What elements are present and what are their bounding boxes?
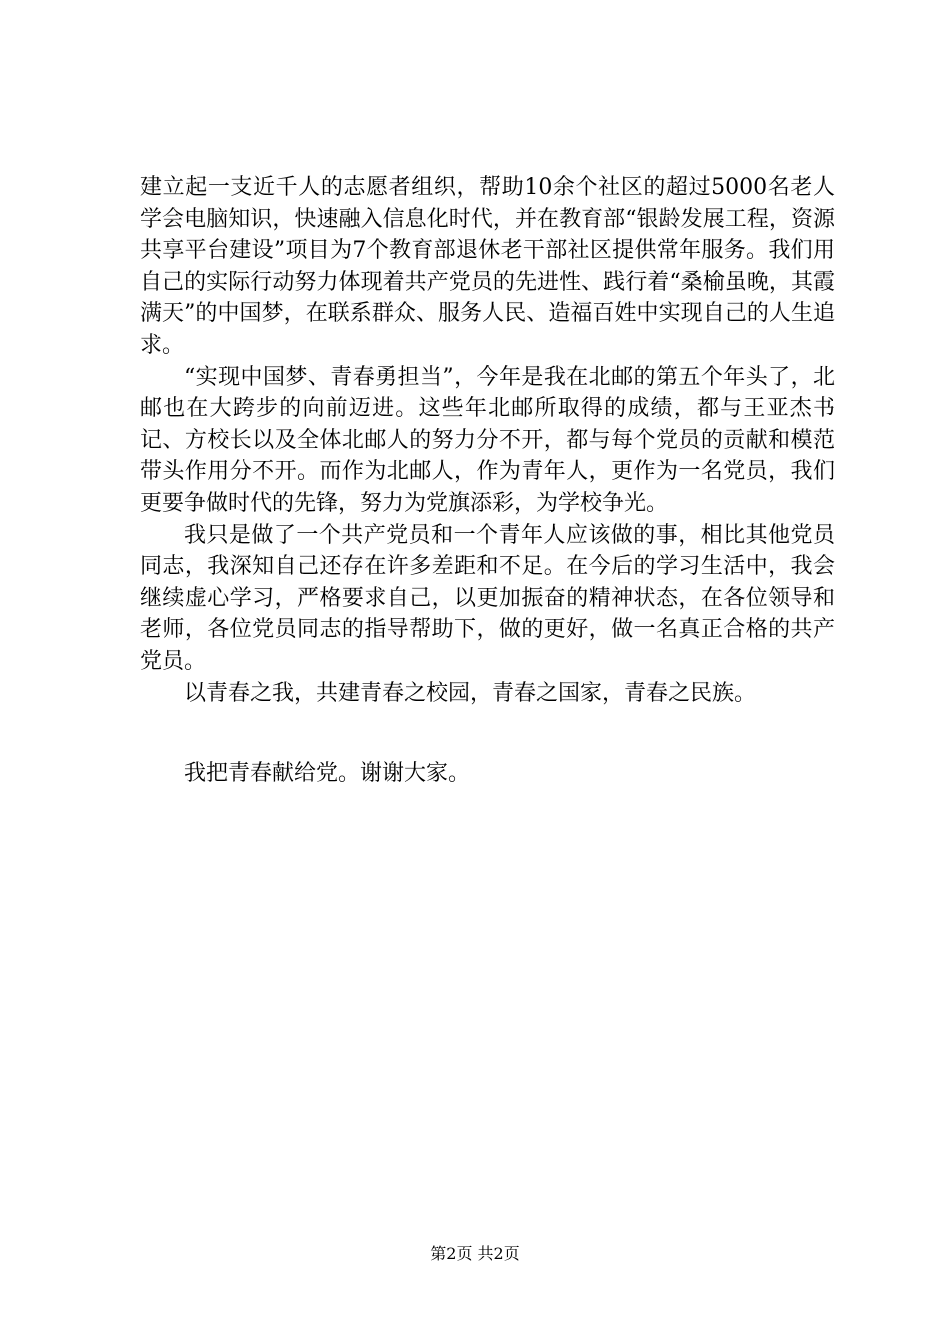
paragraph-china-dream: “实现中国梦、青春勇担当”，今年是我在北邮的第五个年头了，北邮也在大跨步的向前迈进。这些年北邮所取得的成绩，都与王亚杰书记、方校长以及全体北邮人的努力分不开，都与每个党员的贡献和模范带头作用分不开。而作为北邮人，作为青年人，更作为一名党员，我们更要争做时代的先锋，努力为党旗添彩，为学校争光。	[140, 364, 835, 516]
paragraph-youth-slogan: 以青春之我，共建青春之校园，青春之国家，青春之民族。	[184, 680, 757, 706]
page-number-footer: 第2页 共2页	[430, 1244, 520, 1263]
paragraph-self-reflection: 我只是做了一个共产党员和一个青年人应该做的事，相比其他党员同志，我深知自己还存在许多差距和不足。在今后的学习生活中，我会继续虚心学习，严格要求自己，以更加振奋的精神状态，在各位领导和老师，各位党员同志的指导帮助下，做的更好，做一名真正合格的共产党员。	[140, 522, 835, 674]
document-body	[140, 172, 835, 709]
closing-line: 我把青春献给党。谢谢大家。	[184, 761, 471, 786]
paragraph-continuation: 建立起一支近千人的志愿者组织，帮助10余个社区的超过5000名老人学会电脑知识，快速融入信息化时代，并在教育部“银龄发展工程，资源共享平台建设”项目为7个教育部退休老干部社区提供常年服务。我们用自己的实际行动努力体现着共产党员的先进性、践行着“桑榆虽晚，其霞满天”的中国梦，在联系群众、服务人民、造福百姓中实现自己的人生追求。	[140, 175, 835, 358]
